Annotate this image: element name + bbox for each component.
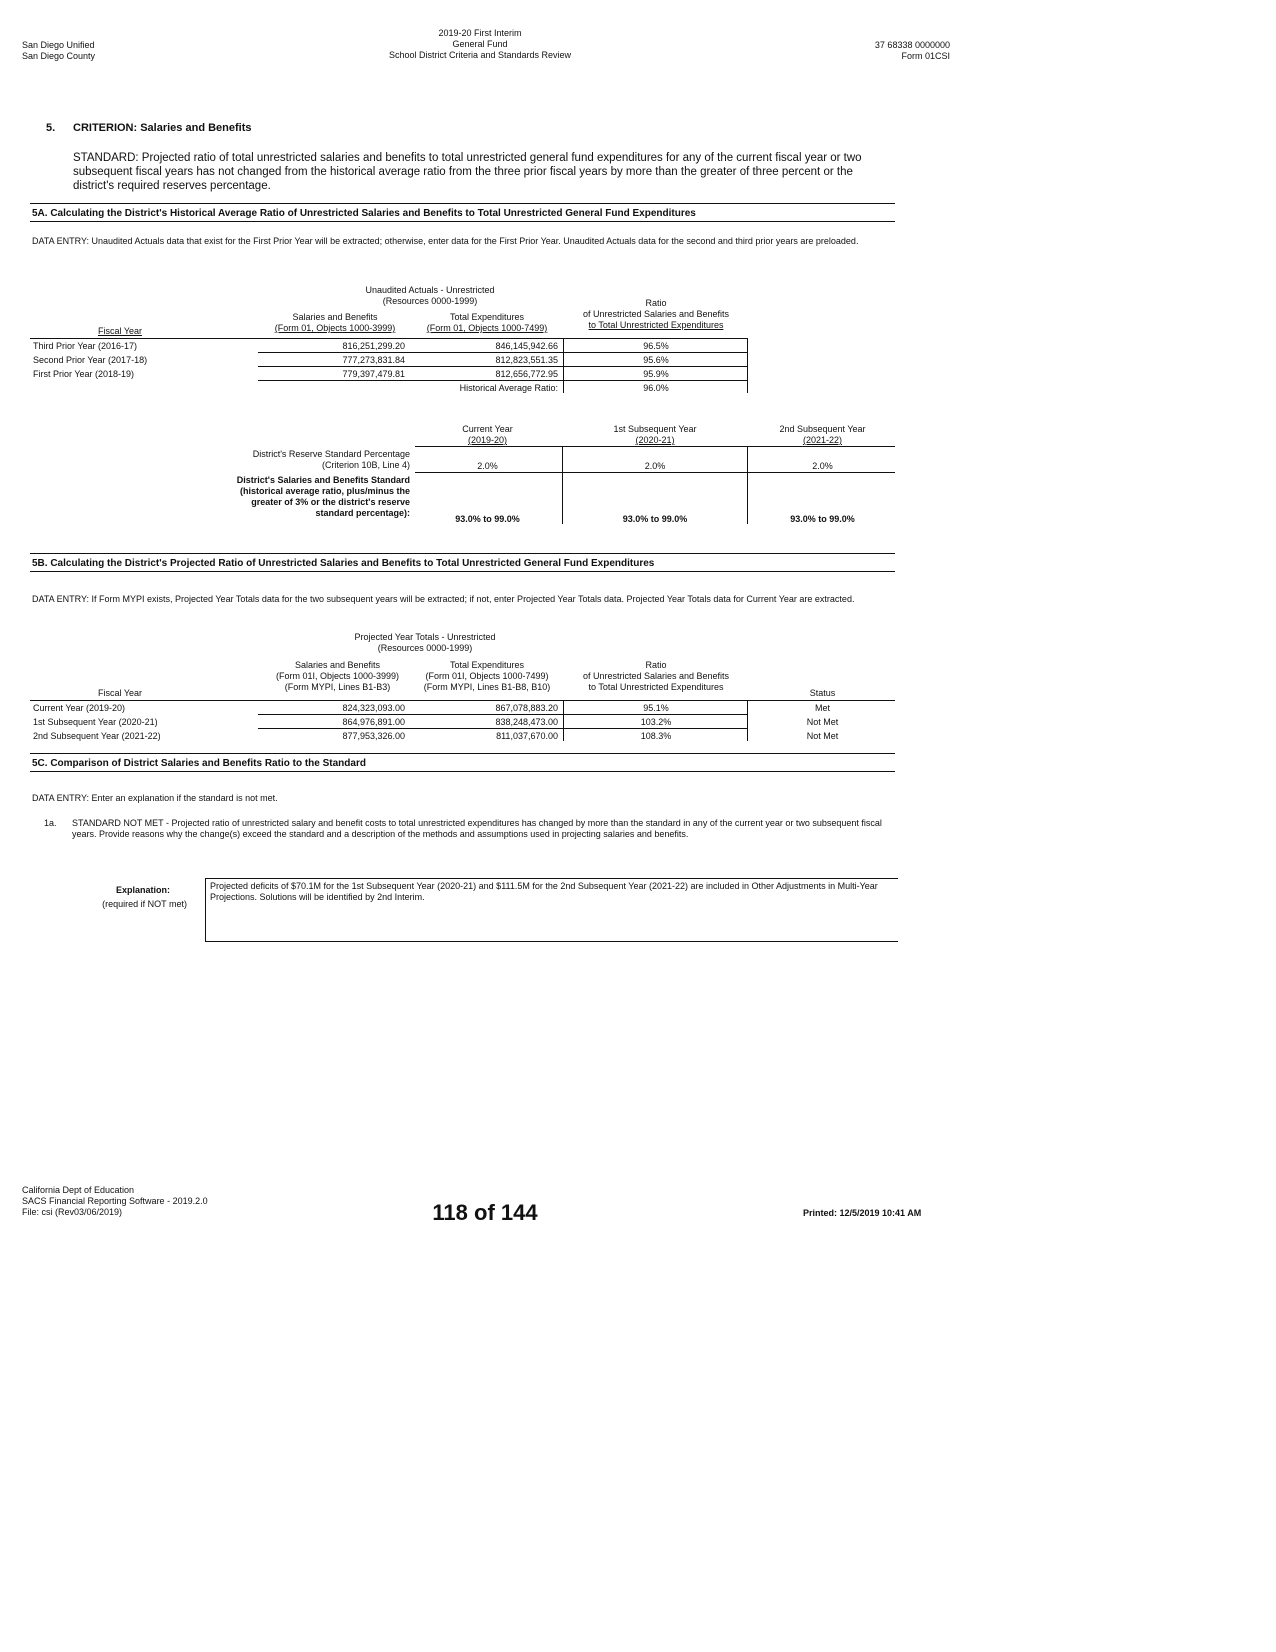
std-col-2nd-line1: 2nd Subsequent Year xyxy=(779,424,866,434)
5b-col-salaries-line1: Salaries and Benefits xyxy=(294,660,381,670)
std-col-1st-line1: 1st Subsequent Year xyxy=(613,424,697,434)
report-title-line1: 2019-20 First Interim xyxy=(438,28,522,38)
reserve-standard-2nd: 2.0% xyxy=(812,461,833,471)
5a-row-year: Third Prior Year (2016-17) xyxy=(33,341,138,351)
5b-col-salaries-line2: (Form 01I, Objects 1000-3999) xyxy=(275,671,400,681)
salaries-standard-current: 93.0% to 99.0% xyxy=(455,514,520,524)
5a-row-ratio: 95.9% xyxy=(643,369,669,379)
5b-group-header-line1: Projected Year Totals - Unrestricted xyxy=(354,632,496,642)
section-5b-heading: 5B. Calculating the District's Projected Ratio of Unrestricted Salaries and Benefits to Total Unrestricted General Fund Expenditures xyxy=(32,558,655,569)
5b-row-status: Not Met xyxy=(806,731,839,741)
report-title xyxy=(330,28,630,61)
std-col-2nd xyxy=(750,424,895,446)
5a-row-year: First Prior Year (2018-19) xyxy=(33,369,135,379)
5b-col-total-line2: (Form 01I, Objects 1000-7499) xyxy=(425,671,549,681)
report-title-line2: General Fund xyxy=(452,39,508,49)
5b-group-header xyxy=(300,632,550,654)
salaries-standard-label-line4: standard percentage): xyxy=(315,508,410,518)
std-col-1st xyxy=(565,424,745,446)
5b-col-ratio-line2: of Unrestricted Salaries and Benefits xyxy=(582,671,730,681)
5a-col-total xyxy=(412,312,562,334)
std-col-current-line2: (2019-20) xyxy=(467,435,508,445)
5b-row-total[interactable]: 838,248,473.00 xyxy=(495,717,558,727)
5a-col-ratio-line1: Ratio xyxy=(645,298,667,308)
5b-row-salaries[interactable]: 824,323,093.00 xyxy=(342,703,405,713)
explanation-textarea[interactable] xyxy=(205,878,898,942)
5b-row-total[interactable]: 811,037,670.00 xyxy=(496,731,558,741)
footer-line3: File: csi (Rev03/06/2019) xyxy=(22,1207,123,1217)
footer-line1: California Dept of Education xyxy=(22,1185,135,1195)
5a-row-salaries[interactable]: 779,397,479.81 xyxy=(342,369,405,379)
5a-row-ratio: 96.5% xyxy=(643,341,669,351)
salaries-standard-label-line1: District's Salaries and Benefits Standard xyxy=(236,475,410,485)
5a-col-salaries-line2: (Form 01, Objects 1000-3999) xyxy=(274,323,396,333)
5a-row-total[interactable]: 812,656,772.95 xyxy=(495,369,558,379)
5a-row-total[interactable]: 812,823,551.35 xyxy=(495,355,558,365)
5a-col-salaries xyxy=(265,312,405,334)
std-col-current-line1: Current Year xyxy=(462,424,513,434)
5b-row-status: Not Met xyxy=(806,717,839,727)
explanation-text: Projected deficits of $70.1M for the 1st Subsequent Year (2020-21) and $111.5M for the 2nd Subsequent Year (2021-22) are included in Other Adjustments in Multi-Year Projections. Solutions will be identified by 2nd Interim. xyxy=(210,881,878,902)
5b-row-ratio: 108.3% xyxy=(640,731,672,741)
section-5c-data-entry: DATA ENTRY: Enter an explanation if the standard is not met. xyxy=(32,793,278,803)
5a-row-ratio: 95.6% xyxy=(643,355,669,365)
form-number: Form 01CSI xyxy=(901,51,950,61)
5a-col-ratio-line2: of Unrestricted Salaries and Benefits xyxy=(582,309,730,319)
reserve-standard-label xyxy=(170,449,410,471)
criterion-title: CRITERION: Salaries and Benefits xyxy=(73,122,252,134)
explanation-label: Explanation: xyxy=(115,885,170,895)
district-header xyxy=(22,40,95,62)
district-code: 37 68338 0000000 xyxy=(874,40,950,50)
5a-row-total[interactable]: 846,145,942.66 xyxy=(495,341,558,351)
5b-col-salaries-line3: (Form MYPI, Lines B1-B3) xyxy=(284,682,391,692)
5b-group-header-line2: (Resources 0000-1999) xyxy=(377,643,473,653)
district-name: San Diego Unified xyxy=(22,40,95,50)
5a-col-total-line1: Total Expenditures xyxy=(449,312,525,322)
5a-col-fiscal-year: Fiscal Year xyxy=(97,326,143,336)
5a-col-salaries-line1: Salaries and Benefits xyxy=(292,312,378,322)
historical-average-value: 96.0% xyxy=(643,383,669,393)
5b-row-salaries[interactable]: 864,976,891.00 xyxy=(342,717,405,727)
5b-col-total-line3: (Form MYPI, Lines B1-B8, B10) xyxy=(423,682,551,692)
explanation-sublabel: (required if NOT met) xyxy=(102,899,187,909)
5a-col-ratio-line3: to Total Unrestricted Expenditures xyxy=(588,320,724,330)
std-col-current xyxy=(415,424,560,446)
5b-row-year: 2nd Subsequent Year (2021-22) xyxy=(33,731,161,741)
reserve-standard-label-line1: District's Reserve Standard Percentage xyxy=(252,449,410,459)
salaries-standard-2nd: 93.0% to 99.0% xyxy=(790,514,855,524)
5b-col-ratio xyxy=(566,660,746,693)
5b-col-total xyxy=(412,660,562,693)
5b-row-year: 1st Subsequent Year (2020-21) xyxy=(33,717,158,727)
5b-row-status: Met xyxy=(814,703,830,713)
5a-row-salaries[interactable]: 816,251,299.20 xyxy=(342,341,405,351)
report-title-line3: School District Criteria and Standards Review xyxy=(388,50,572,60)
item-number: 1a. xyxy=(44,818,57,828)
printed-date: Printed: 12/5/2019 10:41 AM xyxy=(803,1208,922,1218)
reserve-standard-label-line2: (Criterion 10B, Line 4) xyxy=(321,460,410,470)
footer-info xyxy=(22,1185,208,1218)
salaries-standard-label-line3: greater of 3% or the district's reserve xyxy=(251,497,410,507)
standard-text: STANDARD: Projected ratio of total unrestricted salaries and benefits to total unrestricted general fund expenditures for any of the current fiscal year or two subsequent fiscal years has not changed from the historical average ratio from the three prior fiscal years by more than the greater of three percent or the district's required reserves percentage. xyxy=(73,152,862,192)
5a-group-header-line2: (Resources 0000-1999) xyxy=(382,296,478,306)
section-5b-data-entry: DATA ENTRY: If Form MYPI exists, Projected Year Totals data for the two subsequent years will be extracted; if not, enter Projected Year Totals data. Projected Year Totals data for Current Year are extracted. xyxy=(32,594,855,604)
5a-col-ratio xyxy=(568,298,744,331)
criterion-number: 5. xyxy=(46,122,56,134)
salaries-standard-1st: 93.0% to 99.0% xyxy=(622,514,688,524)
historical-average-label: Historical Average Ratio: xyxy=(459,383,558,393)
salaries-standard-label xyxy=(140,475,410,519)
5b-col-total-line1: Total Expenditures xyxy=(449,660,525,670)
5b-row-ratio: 95.1% xyxy=(643,703,669,713)
standard-not-met-text: STANDARD NOT MET - Projected ratio of unrestricted salary and benefit costs to total unrestricted expenditures has changed by more than the standard in any of the current year or two subsequent fiscal years. Provide reasons why the change(s) exceed the standard and a description of the methods and assumptions used in projecting salaries and benefits. xyxy=(72,818,882,839)
5b-row-year: Current Year (2019-20) xyxy=(33,703,126,713)
5a-group-header-line1: Unaudited Actuals - Unrestricted xyxy=(365,285,495,295)
section-5c-heading: 5C. Comparison of District Salaries and Benefits Ratio to the Standard xyxy=(32,758,366,769)
5b-col-status: Status xyxy=(809,688,836,698)
5b-row-total[interactable]: 867,078,883.20 xyxy=(495,703,558,713)
footer-line2: SACS Financial Reporting Software - 2019.2.0 xyxy=(22,1196,208,1206)
5b-col-fiscal-year: Fiscal Year xyxy=(97,688,143,698)
5b-col-salaries xyxy=(265,660,410,693)
5b-row-ratio: 103.2% xyxy=(640,717,672,727)
5b-col-ratio-line1: Ratio xyxy=(645,660,667,670)
section-5a-heading: 5A. Calculating the District's Historical Average Ratio of Unrestricted Salaries and Benefits to Total Unrestricted General Fund Expenditures xyxy=(32,208,696,219)
county-name: San Diego County xyxy=(22,51,96,61)
reserve-standard-1st: 2.0% xyxy=(644,461,666,471)
std-col-2nd-line2: (2021-22) xyxy=(802,435,843,445)
section-5a-data-entry: DATA ENTRY: Unaudited Actuals data that exist for the First Prior Year will be extracted; otherwise, enter data for the First Prior Year. Unaudited Actuals data for the second and third prior years are preloaded. xyxy=(32,236,859,246)
page-number: 118 of 144 xyxy=(432,1200,538,1225)
salaries-standard-label-line2: (historical average ratio, plus/minus the xyxy=(239,486,410,496)
5a-col-total-line2: (Form 01, Objects 1000-7499) xyxy=(426,323,548,333)
form-id xyxy=(800,40,950,62)
std-col-1st-line2: (2020-21) xyxy=(635,435,675,445)
5a-row-year: Second Prior Year (2017-18) xyxy=(33,355,148,365)
reserve-standard-current: 2.0% xyxy=(477,461,498,471)
5a-group-header xyxy=(300,285,560,307)
5a-row-salaries[interactable]: 777,273,831.84 xyxy=(342,355,405,365)
5b-col-ratio-line3: to Total Unrestricted Expenditures xyxy=(588,682,724,692)
5b-row-salaries[interactable]: 877,953,326.00 xyxy=(342,731,405,741)
